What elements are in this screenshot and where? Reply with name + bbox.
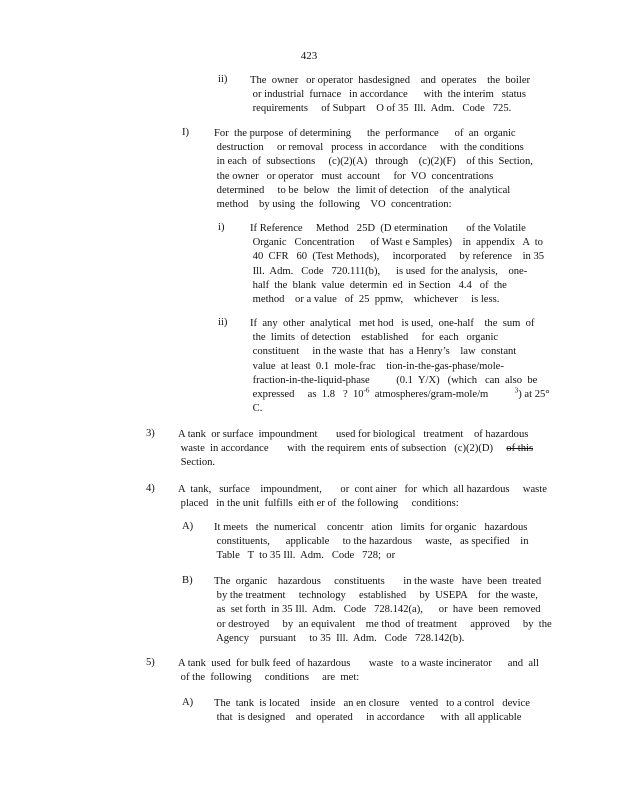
text-line: as set forth in 35 Ill. Adm. Code 728.142(a), or have been removed [214,604,541,616]
text-line: The organic hazardous constituents in the waste have been treated [214,576,542,587]
text-line: or destroyed by an equivalent me thod of treatment approved by the [214,618,552,630]
item-label: B) [182,575,193,586]
text-line: The owner or operator hasdesigned and operates the boiler [250,75,531,86]
text-line: the limits of detection established for each organic [250,332,499,344]
text-line: Table T to 35 Ill. Adm. Code 728; or [214,550,396,562]
text-line: fraction-in-the-liquid-phase (0.1 Y/X) (which can also be [250,374,538,386]
item-label: 3) [146,428,155,439]
item-label: ii) [218,317,228,328]
text-line: method or a value of 25 ppmw, whichever is less. [250,293,500,305]
text-line: A tank or surface impoundment used for biological treatment of hazardous [178,429,529,440]
text-line: by the treatment technology established by USEPA for the waste, [214,590,538,602]
text-line: If any other analytical met hod is used, one-half the sum of [250,318,535,329]
text-line: constituent in the waste that has a Henry’s law constant [250,346,517,358]
text-line: placed in the unit fulfills eith er of the following conditions: [178,498,459,510]
exponent: -6 [363,386,370,395]
item-label: A) [182,697,194,708]
exponent: 3 [514,386,519,395]
text-line: in each of subsections (c)(2)(A) through (c)(2)(F) of this Section, [214,156,533,168]
text-fragment [488,389,514,400]
page-number: 423 [300,50,318,62]
text-line: It meets the numerical concentr ation limits for organic hazardous [214,522,528,533]
item-label: i) [218,222,225,233]
item-label: A) [182,521,194,532]
text-line-with-strikethrough [178,442,533,456]
text-fragment: expressed as 1.8 ? 10 [250,388,364,400]
text-line: that is designed and operated in accordance with all applicable [214,712,522,724]
text-line: A tank used for bulk feed of hazardous waste to a waste incinerator and all [178,658,539,669]
text-line: Ill. Adm. Code 720.111(b), is used for the analysis, one- [250,265,528,277]
text-line: requirements of Subpart O of 35 Ill. Adm. Code 725. [250,103,512,115]
text-fragment: ) at 25° [518,388,550,400]
text-line: Section. [178,457,216,469]
text-line: If Reference Method 25D (D etermination of the Volatile [250,223,526,234]
text-fragment: waste in accordance with the requirem ents of subsection (c)(2)(D) [178,443,507,455]
item-label: 5) [146,657,155,668]
text-line: value at least 0.1 mole-frac tion-in-the-gas-phase/mole- [250,360,504,372]
text-line: Agency pursuant to 35 Ill. Adm. Code 728.142(b). [214,632,465,644]
struck-text: of this [506,443,534,455]
text-line-with-exponent [250,388,550,402]
text-line: A tank, surface impoundment, or cont ainer for which all hazardous waste [178,484,547,495]
text-line: destruction or removal process in accordance with the conditions [214,142,524,154]
text-line: determined to be below the limit of detection of the analytical [214,184,511,196]
item-label: I) [182,127,190,138]
text-line: For the purpose of determining the performance of an organic [214,128,516,139]
text-line: half the blank value determin ed in Section 4.4 of the [250,279,507,291]
text-line: 40 CFR 60 (Test Methods), incorporated by reference in 35 [250,251,545,263]
text-line: the owner or operator must account for VO concentrations [214,170,494,182]
text-line: constituents, applicable to the hazardous waste, as specified in [214,536,529,548]
text-line: or industrial furnace in accordance with the interim status [250,89,526,101]
text-line: Organic Concentration of Wast e Samples) in appendix A to [250,237,543,249]
text-fragment: atmospheres/gram-mole/m [369,388,489,400]
text-line: of the following conditions are met: [178,672,360,684]
item-label: ii) [218,74,228,85]
text-line: C. [250,403,263,415]
item-label: 4) [146,483,155,494]
text-line: method by using the following VO concentration: [214,198,452,210]
text-line: The tank is located inside an en closure vented to a control device [214,698,530,709]
